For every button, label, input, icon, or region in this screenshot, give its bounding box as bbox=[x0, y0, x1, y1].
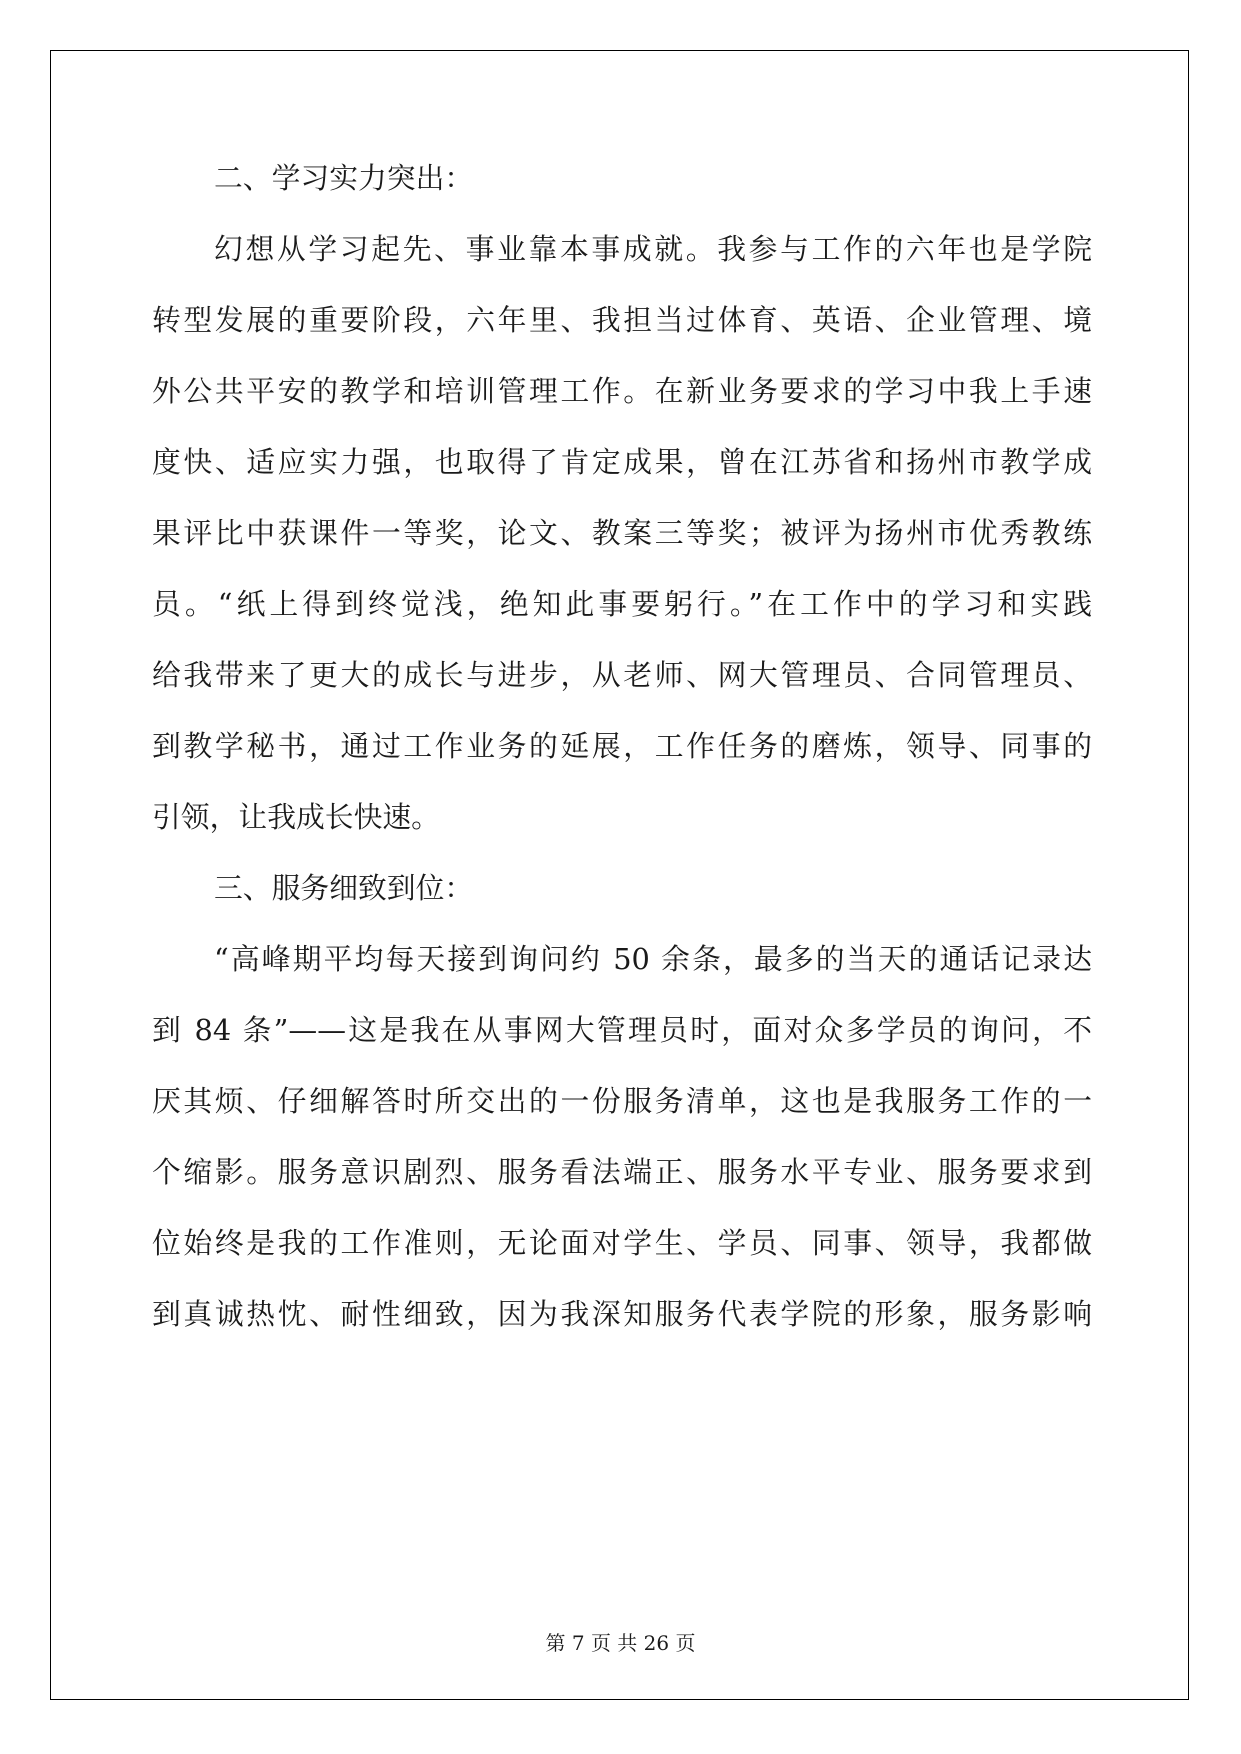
paragraph-line: 个缩影。服务意识剧烈、服务看法端正、服务水平专业、服务要求到 bbox=[152, 1155, 1092, 1189]
paragraph-line: 引领，让我成长快速。 bbox=[152, 800, 440, 834]
section-heading-3: 三、服务细致到位： bbox=[214, 871, 474, 905]
paragraph-line: 给我带来了更大的成长与进步，从老师、网大管理员、合同管理员、 bbox=[152, 658, 1092, 692]
paragraph-line: 度快、适应实力强，也取得了肯定成果，曾在江苏省和扬州市教学成 bbox=[152, 445, 1092, 479]
paragraph-line: 到教学秘书，通过工作业务的延展，工作任务的磨炼，领导、同事的 bbox=[152, 729, 1092, 763]
paragraph-line: 外公共平安的教学和培训管理工作。在新业务要求的学习中我上手速 bbox=[152, 374, 1092, 408]
paragraph-line: 转型发展的重要阶段，六年里、我担当过体育、英语、企业管理、境 bbox=[152, 303, 1092, 337]
section-heading-2: 二、学习实力突出： bbox=[214, 161, 474, 195]
paragraph-line: 果评比中获课件一等奖，论文、教案三等奖；被评为扬州市优秀教练 bbox=[152, 516, 1092, 550]
paragraph-line: “高峰期平均每天接到询问约 50 余条，最多的当天的通话记录达 bbox=[214, 942, 1092, 976]
paragraph-line: 厌其烦、仔细解答时所交出的一份服务清单，这也是我服务工作的一 bbox=[152, 1084, 1092, 1118]
paragraph-line: 员。“纸上得到终觉浅，绝知此事要躬行。”在工作中的学习和实践 bbox=[152, 587, 1092, 621]
paragraph-line: 到 84 条”——这是我在从事网大管理员时，面对众多学员的询问，不 bbox=[152, 1013, 1092, 1047]
paragraph-line: 幻想从学习起先、事业靠本事成就。我参与工作的六年也是学院 bbox=[214, 232, 1092, 266]
page-number-footer: 第 7 页 共 26 页 bbox=[545, 1631, 696, 1655]
paragraph-line: 到真诚热忱、耐性细致，因为我深知服务代表学院的形象，服务影响 bbox=[152, 1297, 1092, 1331]
paragraph-line: 位始终是我的工作准则，无论面对学生、学员、同事、领导，我都做 bbox=[152, 1226, 1092, 1260]
